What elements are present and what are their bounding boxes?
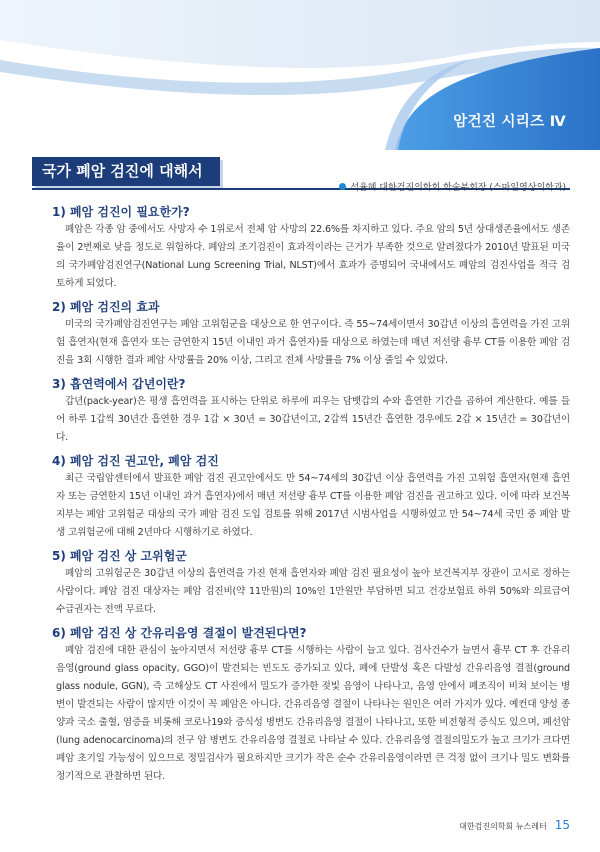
section-high-risk-group [52, 548, 570, 619]
section-screening-effect [52, 299, 570, 370]
section-body: 폐암은 각종 암 중에서도 사망자 수 1위로서 전체 암 사망의 22.6%를 차지하고 있다. 주요 암의 5년 상대생존율에서도 생존율이 2번째로 낮을 정도로 위험하다. 폐암의 조기검진이 효과적이라는 근거가 부족한 것으로 알려졌다가 2010년 발표된 미국의 국가폐암검진연구(National Lung Screening Trial, NLST)에서 효과가 증명되어 국내에서도 폐암의 검진사업을 적극 검토하게 되었다. [56, 224, 570, 289]
section-heading: 3) 흡연력에서 갑년이란? [52, 377, 186, 391]
section-heading: 6) 폐암 검진 상 간유리음영 결절이 발견된다면? [52, 626, 307, 640]
section-heading: 4) 폐암 검진 권고안, 폐암 검진 [52, 454, 219, 468]
bullet-dot-icon [339, 183, 346, 190]
section-heading: 1) 폐암 검진이 필요한가? [52, 205, 190, 219]
section-heading: 2) 폐암 검진의 효과 [52, 300, 160, 314]
newsletter-label: 대한검진의학회 뉴스레터 [459, 822, 547, 831]
section-body: 폐암 검진에 대한 관심이 높아지면서 저선량 흉부 CT를 시행하는 사람이 늘고 있다. 검사건수가 늘면서 흉부 CT 후 간유리음영(ground glass opacity, GGO)이 발견되는 빈도도 증가되고 있다, 폐에 단발성 혹은 다발성 간유리음영 결절(ground glass nodule, GGN), 즉 고해상도 CT 사진에서 밀도가 증가한 젖빛 음영이 나타나고, 음영 안에서 폐조직이 비쳐 보이는 병변이 발견되는 사람이 많지만 이것이 꼭 폐암은 아니다. 간유리음영 결절이 나타나는 원인은 여러 가지가 있다. 예컨대 양성 종양과 국소 출혈, 염증을 비롯해 코로나19와 증식성 병변도 간유리음영 결절이 나타나고, 또한 비전형적 증식도 있으며, 폐선암(lung adenocarcinoma)의 전구 암 병변도 간유리음영 결절로 나타날 수 있다. 간유리음영 결절의밀도가 높고 크기가 크다면 폐암 초기일 가능성이 있으므로 정밀검사가 필요하지만 크기가 작은 순수 간유리음영이라면 큰 걱정 없이 크기나 밀도 변화를 정기적으로 관찰하면 된다. [56, 645, 570, 782]
article-title: 국가 폐암 검진에 대해서 [32, 157, 220, 186]
section-body: 갑년(pack-year)은 평생 흡연력을 표시하는 단위로 하루에 피우는 담뱃갑의 수와 흡연한 기간을 곱하여 계산한다. 예를 들어 하루 1갑씩 30년간 흡연한 경우 1갑 × 30년 = 30갑년이고, 2갑씩 15년간 흡연한 경우에도 2갑 × 15년간 = 30갑년이다. [56, 396, 570, 443]
series-title: 암건진 시리즈 Ⅳ [453, 114, 566, 130]
section-need-for-screening [52, 204, 570, 293]
page-number: 15 [554, 818, 570, 832]
section-ggo-nodule [52, 625, 570, 786]
author-line [339, 180, 566, 193]
section-recommendation [52, 453, 570, 542]
section-heading: 5) 폐암 검진 상 고위험군 [52, 549, 187, 563]
section-body: 폐암의 고위험군은 30갑년 이상의 흡연력을 가진 현재 흡연자와 폐암 검진 필요성이 높아 보건복지부 장관이 고시로 정하는 사람이다. 폐암 검진 대상자는 폐암 검진비(약 11만원)의 10%인 1만원만 부담하면 되고 건강보험료 하위 50%와 의료급여 수급권자는 전액 무료다. [56, 568, 570, 615]
page-footer [459, 818, 570, 832]
author-text: 석율혜 대한검진의학회 학술부회장 (스마일영상의학과) [350, 183, 566, 193]
section-body: 미국의 국가폐암검진연구는 폐암 고위험군을 대상으로 한 연구이다. 즉 55~74세이면서 30갑년 이상의 흡연력을 가진 고위험 흡연자(현재 흡연자 또는 금연한지 15년 이내인 과거 흡연자)를 대상으로 하였는데 매년 저선량 흉부 CT를 이용한 폐암 검진을 3회 시행한 결과 폐암 사망률을 20% 이상, 그리고 전체 사망률을 7% 이상 줄일 수 있었다. [56, 319, 570, 366]
article-content [52, 204, 570, 792]
section-body: 최근 국립암센터에서 발표한 폐암 검진 권고안에서도 만 54~74세의 30갑년 이상 흡연력을 가진 고위험 흡연자(현재 흡연자 또는 금연한지 15년 이내인 과거 흡연자)에서 매년 저선량 흉부 CT를 이용한 폐암 검진을 권고하고 있다. 이에 따라 보건복지부는 폐암 고위험군 대상의 국가 폐암 검진 도입 검토를 위해 2017년 시범사업을 시행하였고 만 54~74세 국민 중 폐암 발생 고위험군에 대해 2년마다 시행하기로 하였다. [56, 473, 570, 538]
section-pack-year [52, 376, 570, 447]
